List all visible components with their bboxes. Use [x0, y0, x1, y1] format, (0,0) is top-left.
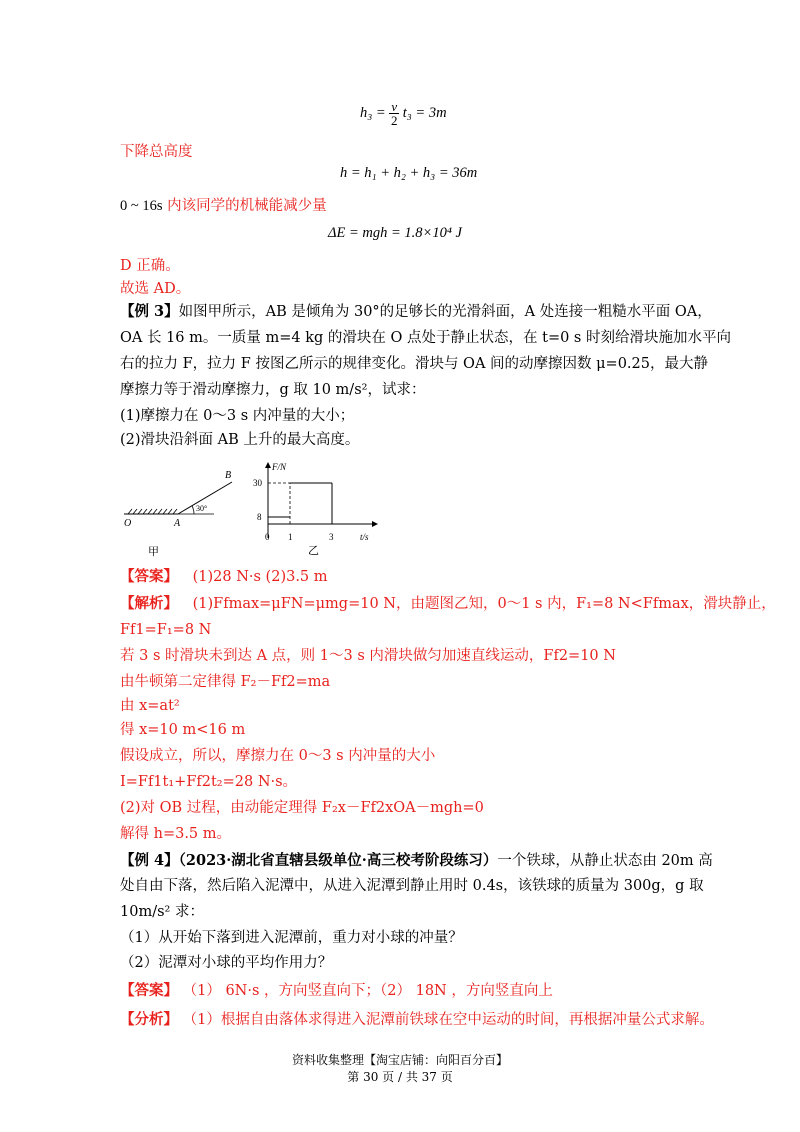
analysis3-line1 — [120, 594, 776, 614]
analysis3-line5: 由 x=at² — [120, 698, 180, 714]
example4-question1: （1）从开始下落到进入泥潭前，重力对小球的冲量？ — [120, 930, 463, 946]
analysis3-line4: 由牛顿第二定律得 F₂－Ff2=ma — [120, 674, 331, 690]
analysis3-line7: 假设成立，所以，摩擦力在 0～3 s 内冲量的大小 — [120, 748, 436, 764]
example3-tag: 【例 3】 — [120, 303, 179, 320]
example4-tag: 【例 4】 — [120, 852, 179, 869]
x-axis-label: t/s — [360, 532, 369, 542]
caption-jia: 甲 — [148, 546, 159, 558]
analysis4-line — [120, 1010, 714, 1030]
formula-h3-rhs: t₃ = 3m — [402, 104, 447, 121]
example4-question2: （2）泥潭对小球的平均作用力？ — [120, 955, 333, 971]
y-tick-30: 30 — [253, 478, 262, 488]
x-tick-0: 0 — [265, 532, 270, 542]
y-tick-8: 8 — [257, 512, 262, 522]
d-correct: D 正确。 — [120, 258, 180, 274]
mech-loss-label: 内该同学的机械能减少量 — [167, 198, 327, 214]
formula-h3-den: 2 — [390, 113, 398, 128]
formula-h: h = h₁ + h₂ + h₃ = 36m — [340, 165, 478, 181]
example3-line2: OA 长 16 m。一质量 m=4 kg 的滑块在 O 点处于静止状态，在 t=0 s 时刻给滑块施加水平向 — [120, 330, 731, 346]
angle-label: 30° — [196, 504, 208, 513]
analysis3-text1: (1)Ffmax=μFN=μmg=10 N，由题图乙知，0～1 s 内，F₁=8 N<Ffmax，滑块静止， — [192, 596, 776, 612]
example4-source: （2023·湖北省直辖县级单位·高三校考阶段练习） — [178, 852, 498, 869]
footer-page-number: 第 30 页 / 共 37 页 — [347, 1070, 453, 1084]
example3-line4: 摩擦力等于滑动摩擦力，g 取 10 m/s²，试求： — [120, 382, 426, 398]
answer3-line — [120, 567, 328, 587]
footer-source: 资料收集整理【淘宝店铺：向阳百分百】 — [291, 1053, 508, 1067]
analysis3-line8: I=Ff1t₁+Ff2t₂=28 N·s。 — [120, 774, 298, 790]
label-A: A — [174, 518, 181, 529]
figure-incline — [120, 462, 250, 562]
analysis3-line3: 若 3 s 时滑块未到达 A 点，则 1～3 s 内滑块做匀加速直线运动，Ff2=10 N — [120, 648, 616, 664]
answer4-text: （1） 6N·s ，方向竖直向下；（2） 18N ，方向竖直向上 — [182, 983, 553, 999]
example4-line3: 10m/s² 求： — [120, 904, 204, 920]
example4-text1: 一个铁球，从静止状态由 20m 高 — [497, 853, 713, 869]
analysis3-line9: (2)对 OB 过程，由动能定理得 F₂x－Ff2xOA－mgh=0 — [120, 800, 484, 816]
x-tick-3: 3 — [329, 532, 334, 542]
label-B: B — [225, 470, 232, 481]
example4-line1 — [120, 851, 713, 871]
formula-h3-num: v — [391, 99, 398, 114]
formula-h3 — [360, 100, 447, 127]
example3-text1: 如图甲所示，AB 是倾角为 30°的足够长的光滑斜面，A 处连接一粗糙水平面 OA， — [178, 304, 712, 320]
analysis3-tag: 【解析】 — [120, 595, 178, 612]
mech-loss-line — [120, 196, 327, 216]
analysis3-line6: 得 x=10 m<16 m — [120, 722, 246, 738]
range-prefix: 0 ~ 16s — [120, 198, 163, 214]
formula-h3-lhs: h₃ = — [360, 104, 386, 121]
example3-question2: (2)滑块沿斜面 AB 上升的最大高度。 — [120, 432, 360, 448]
example3-line1 — [120, 302, 712, 322]
formula-delta-e: ΔE = mgh = 1.8×10⁴ J — [328, 225, 462, 241]
answer4-line — [120, 981, 553, 1001]
example3-question1: (1)摩擦力在 0～3 s 内冲量的大小； — [120, 408, 355, 424]
formula-h3-fraction — [389, 100, 399, 127]
example3-line3: 右的拉力 F，拉力 F 按图乙所示的规律变化。滑块与 OA 间的动摩擦因数 μ=0.25，最大静 — [120, 356, 708, 372]
x-tick-1: 1 — [288, 532, 293, 542]
figure-force-time — [248, 458, 388, 558]
answer4-tag: 【答案】 — [120, 982, 178, 999]
y-axis-label: F/N — [272, 462, 287, 472]
caption-yi: 乙 — [308, 545, 319, 557]
analysis4-tag: 【分析】 — [120, 1011, 178, 1028]
total-height-label: 下降总高度 — [120, 144, 193, 160]
answer3-tag: 【答案】 — [120, 568, 178, 585]
label-O: O — [124, 518, 132, 529]
answer3-text: (1)28 N·s (2)3.5 m — [192, 569, 328, 585]
analysis3-line2: Ff1=F₁=8 N — [120, 622, 212, 638]
analysis3-line10: 解得 h=3.5 m。 — [120, 826, 232, 842]
rough-surface-hatch — [128, 509, 177, 514]
analysis4-text: （1）根据自由落体求得进入泥潭前铁球在空中运动的时间，再根据冲量公式求解。 — [182, 1012, 714, 1028]
choose-ad: 故选 AD。 — [120, 281, 191, 297]
example4-line2: 处自由下落，然后陷入泥潭中，从进入泥潭到静止用时 0.4s，该铁球的质量为 300g，g 取 — [120, 878, 704, 894]
